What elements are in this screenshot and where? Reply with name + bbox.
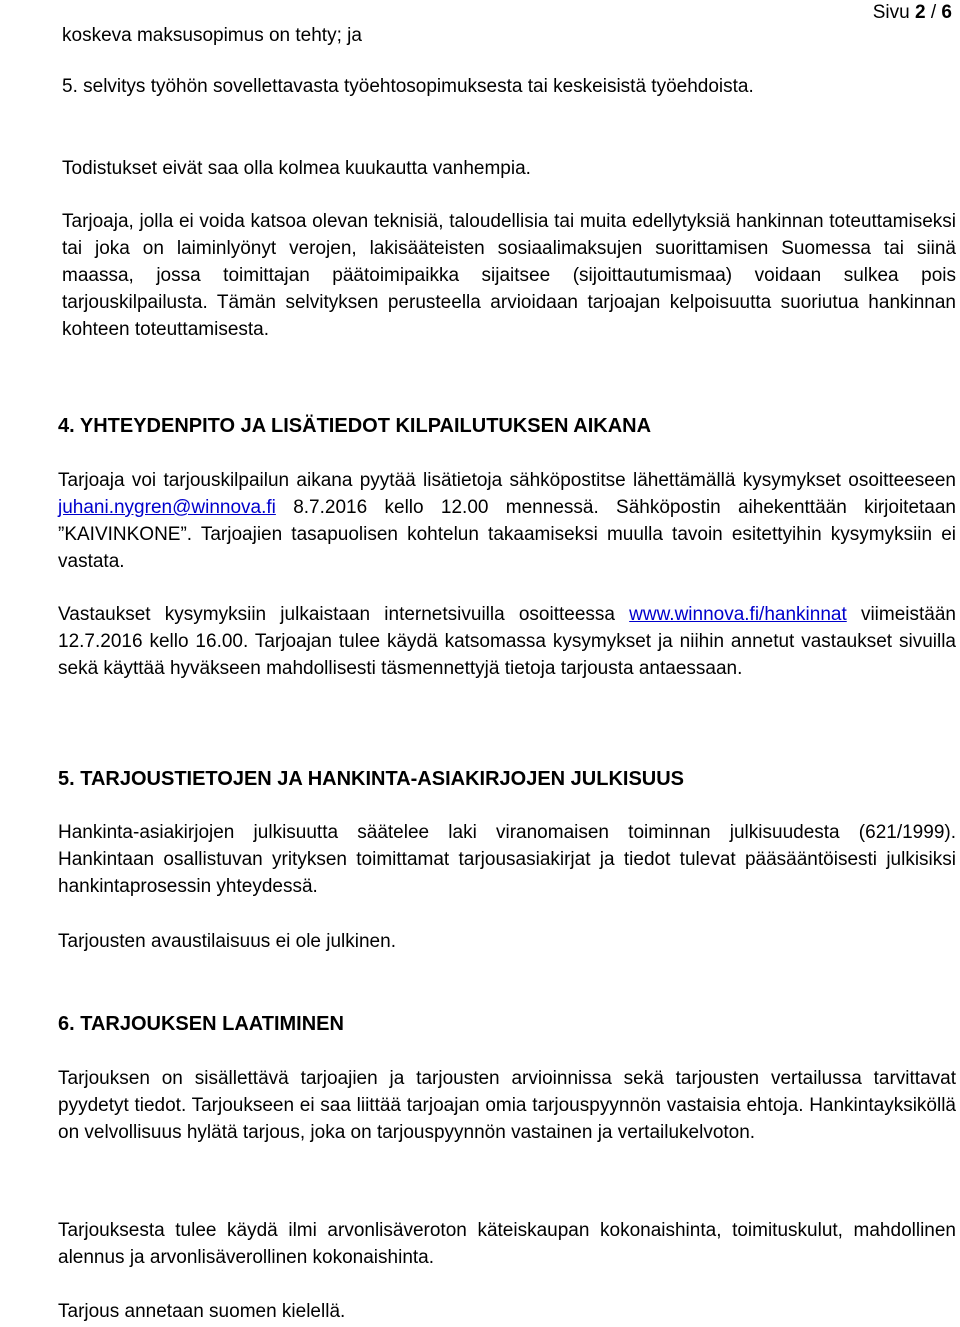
paragraph-answers: Vastaukset kysymyksiin julkaistaan internetsivuilla osoitteessa www.winnova.fi/hankinnat viimeistään 12.7.2016 kello 16.00. Tarjoajan tulee käydä katsomassa kysymykset ja niihin annetut vastaukset sivuilla sekä käyttää hyväkseen mahdollisesti täsmennettyjä tietoja tarjousta antaessaan. [58, 604, 956, 679]
paragraph-opening: Tarjousten avaustilaisuus ei ole julkinen. [58, 931, 396, 952]
paragraph-publicity: Hankinta-asiakirjojen julkisuutta säätelee laki viranomaisen toiminnan julkisuudesta (621/1999). Hankintaan osallistuvan yrityksen toimittamat tarjousasiakirjat ja tiedot tulevat pääsääntöisesti julkisiksi hankintaprosessin yhteydessä. [58, 822, 956, 897]
paragraph-pricing: Tarjouksesta tulee käydä ilmi arvonlisäveroton käteiskaupan kokonaishinta, toimituskulut, mahdollinen alennus ja arvonlisäverollinen kokonaishinta. [58, 1220, 956, 1268]
section-5-heading: 5. TARJOUSTIETOJEN JA HANKINTA-ASIAKIRJOJEN JULKISUUS [58, 768, 685, 790]
section-4-heading: 4. YHTEYDENPITO JA LISÄTIEDOT KILPAILUTUKSEN AIKANA [58, 415, 652, 437]
paragraph-language: Tarjous annetaan suomen kielellä. [58, 1301, 346, 1322]
website-link[interactable]: www.winnova.fi/hankinnat [629, 604, 847, 625]
paragraph-payment-agreement: koskeva maksusopimus on tehty; ja [62, 25, 362, 46]
paragraph-tender-content: Tarjouksen on sisällettävä tarjoajien ja tarjousten arvioinnissa sekä tarjousten vertailussa tarvittavat pyydetyt tiedot. Tarjoukseen ei saa liittää tarjoajan omia tarjouspyynnön vastaisia ehtoja. Hankintayksiköllä on velvollisuus hylätä tarjous, joka on tarjouspyynnön vastainen ja vertailukelvoton. [58, 1068, 956, 1143]
paragraph-questions: Tarjoaja voi tarjouskilpailun aikana pyytää lisätietoja sähköpostitse lähettämällä kysymykset osoitteeseen juhani.nygren@winnova.fi 8.7.2016 kello 12.00 mennessä. Sähköpostin aihekenttään kirjoitetaan ”KAIVINKONE”. Tarjoajien tasapuolisen kohtelun takaamiseksi muulla tavoin esitettyihin kysymyksiin ei vastata. [58, 470, 956, 572]
section-6-heading: 6. TARJOUKSEN LAATIMINEN [58, 1013, 344, 1035]
list-item-5: 5. selvitys työhön sovellettavasta työehtosopimuksesta tai keskeisistä työehdoista. [62, 76, 754, 97]
email-link[interactable]: juhani.nygren@winnova.fi [58, 497, 276, 518]
page-number: Sivu 2 / 6 [872, 2, 952, 23]
paragraph-certificates: Todistukset eivät saa olla kolmea kuukautta vanhempia. [62, 158, 531, 179]
paragraph-exclusion: Tarjoaja, jolla ei voida katsoa olevan teknisiä, taloudellisia tai muita edellytyksiä hankinnan toteuttamiseksi tai joka on laiminlyönyt verojen, lakisääteisten sosiaalimaksujen suorittamisen Suomessa tai siinä maassa, jossa toimittajan päätoimipaikka sijaitsee (sijoittautumismaa) voidaan sulkea pois tarjouskilpailusta. Tämän selvityksen perusteella arvioidaan tarjoajan kelpoisuutta suoriutua hankinnan kohteen toteuttamisesta. [62, 211, 956, 340]
